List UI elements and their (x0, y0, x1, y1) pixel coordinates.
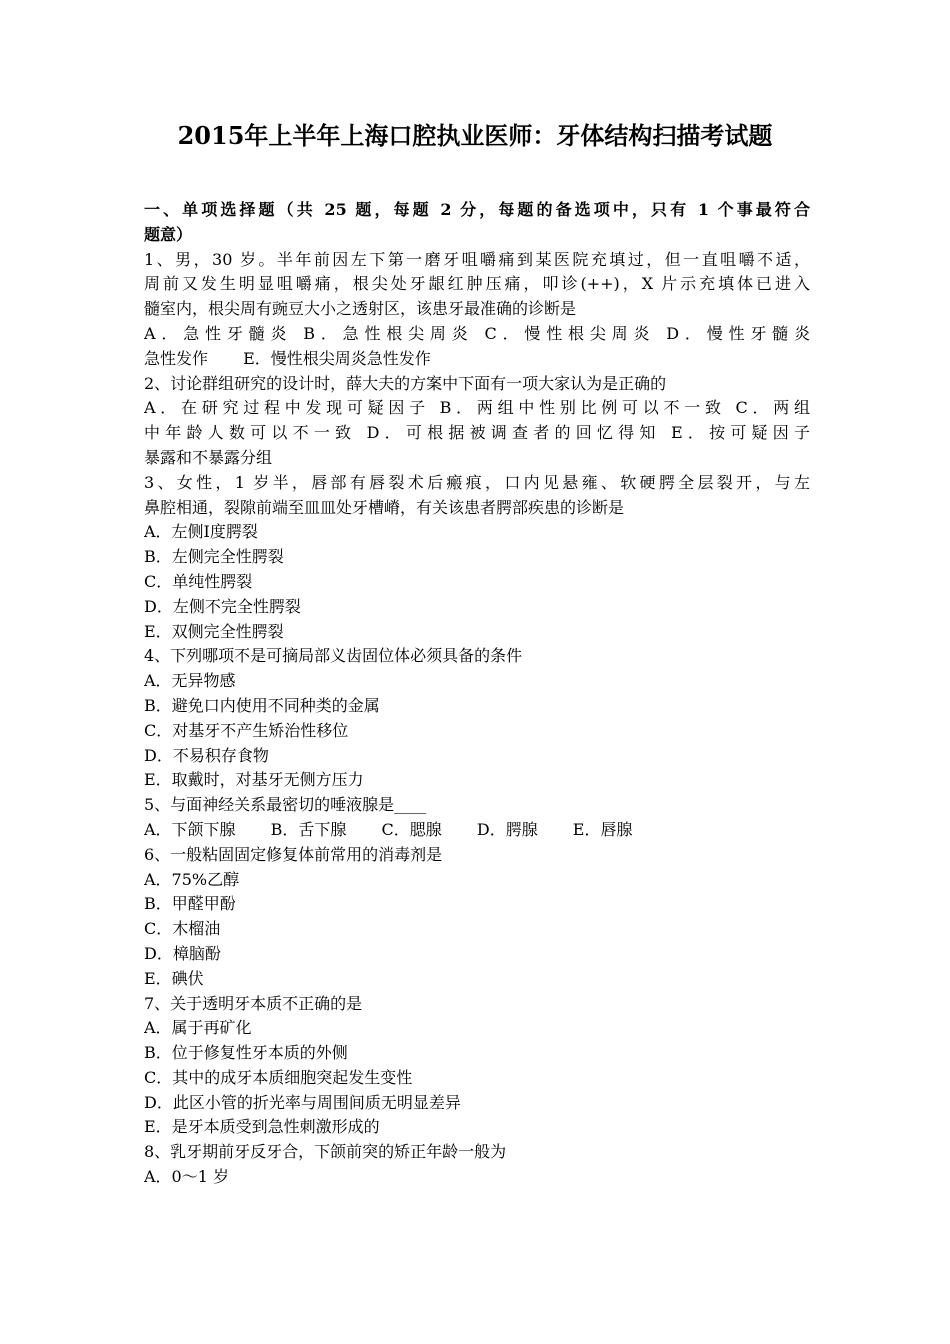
question-7-text: 7、关于透明牙本质不正确的是 (144, 993, 363, 1013)
option-b: B．舌下腺 (270, 819, 347, 839)
option-d: D．此区小管的折光率与周围间质无明显差异 (144, 1092, 461, 1112)
question-4-text: 4、下列哪项不是可摘局部义齿固位体必须具备的条件 (144, 646, 523, 666)
option-b: B．位于修复性牙本质的外侧 (144, 1043, 348, 1063)
question-1-text: 髓室内，根尖周有豌豆大小之透射区，该患牙最准确的诊断是 (144, 299, 577, 319)
page-title: 2015年上半年上海口腔执业医师：牙体结构扫描考试题 (177, 121, 773, 150)
option-a: A．0～1 岁 (144, 1167, 230, 1187)
document-body (144, 198, 810, 1190)
option-c: C．其中的成牙本质细胞突起发生变性 (144, 1067, 413, 1087)
option-e: E．是牙本质受到急性刺激形成的 (144, 1117, 380, 1137)
option-e: E．双侧完全性腭裂 (144, 621, 284, 641)
question-3-text: 3、女性，1 岁半，唇部有唇裂术后瘢痕，口内见悬雍、软硬腭全层裂开，与左 (144, 472, 810, 492)
question-6-text: 6、一般粘固固定修复体前常用的消毒剂是 (144, 844, 443, 864)
question-1-options (144, 347, 810, 372)
option-c-cont: 中年龄人数可以不一致 (144, 423, 357, 443)
option-d: D．腭腺 (476, 819, 538, 839)
option-c: C．木榴油 (144, 919, 221, 939)
question-2-options (144, 421, 810, 446)
section-heading: 一、单项选择题（共 25 题，每题 2 分，每题的备选项中，只有 1 个事最符合 (144, 200, 810, 219)
option-d: D．不易积存食物 (144, 745, 269, 765)
option-a: A．在研究过程中发现可疑因子 (144, 398, 430, 418)
question-3-text: 鼻腔相通，裂隙前端至皿皿处牙槽嵴，有关该患者腭部疾患的诊断是 (144, 497, 625, 517)
option-d-cont: 急性发作 (144, 348, 209, 368)
option-d: D．左侧不完全性腭裂 (144, 596, 301, 616)
option-b: B．避免口内使用不同种类的金属 (144, 695, 380, 715)
option-d: D．可根据被调查者的回忆得知 (366, 423, 661, 443)
option-d: D．樟脑酚 (144, 943, 221, 963)
option-b: B．两组中性别比例可以不一致 (439, 398, 726, 418)
option-c: C．腮腺 (381, 819, 442, 839)
section-heading-cont: 题意） (144, 224, 193, 244)
option-a: A．急性牙髓炎 (144, 323, 293, 343)
option-e: E．碘伏 (144, 968, 204, 988)
option-e: E．慢性根尖周炎急性发作 (243, 348, 431, 368)
option-e: E．取戴时，对基牙无侧方压力 (144, 770, 364, 790)
question-5-text: 5、与面神经关系最密切的唾液腺是____ (144, 795, 427, 815)
option-a: A．左侧Ⅰ度腭裂 (144, 522, 258, 542)
option-a: A．下颌下腺 (144, 819, 236, 839)
option-a: A．属于再矿化 (144, 1018, 252, 1038)
option-b: B．急性根尖周炎 (303, 323, 474, 343)
option-b: B．左侧完全性腭裂 (144, 547, 284, 567)
option-e: E．唇腺 (572, 819, 633, 839)
question-8-text: 8、乳牙期前牙反牙合，下颌前突的矫正年龄一般为 (144, 1142, 507, 1162)
option-a: A．无异物感 (144, 671, 236, 691)
option-a: A．75%乙醇 (144, 869, 240, 889)
option-c: C．两组 (735, 398, 810, 418)
option-c: C．单纯性腭裂 (144, 571, 253, 591)
option-b: B．甲醛甲酚 (144, 894, 236, 914)
question-2-text: 2、讨论群组研究的设计时，薛大夫的方案中下面有一项大家认为是正确的 (144, 373, 667, 393)
option-e: E．按可疑因子 (670, 423, 810, 443)
option-e-cont: 暴露和不暴露分组 (144, 447, 273, 467)
question-2-options (144, 396, 810, 421)
question-1-options (144, 322, 810, 347)
option-c: C．对基牙不产生矫治性移位 (144, 720, 349, 740)
question-1-text: 1、男，30 岁。半年前因左下第一磨牙咀嚼痛到某医院充填过，但一直咀嚼不适， (144, 249, 810, 269)
question-5-options (144, 818, 810, 843)
question-1-text: 周前又发生明显咀嚼痛，根尖处牙龈红肿压痛，叩诊(++)，X 片示充填体已进入 (144, 274, 810, 294)
option-c: C．慢性根尖周炎 (484, 323, 656, 343)
option-d: D．慢性牙髓炎 (666, 323, 810, 343)
